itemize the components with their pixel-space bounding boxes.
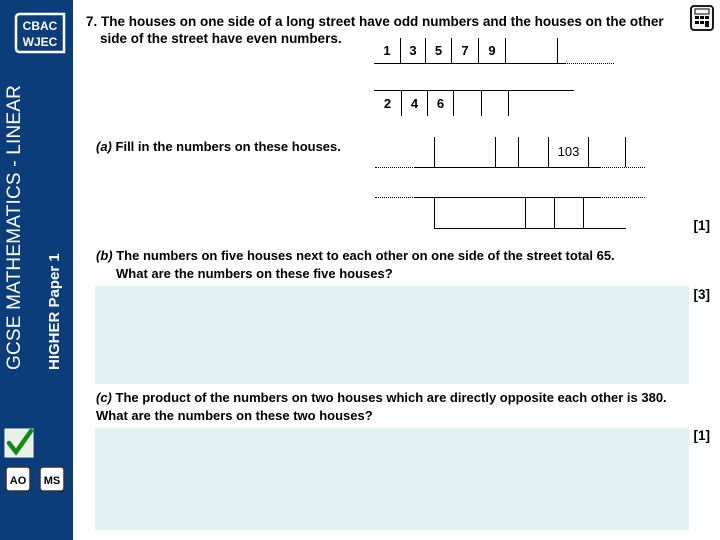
paper-title: HIGHER Paper 1	[46, 253, 63, 370]
logo-text-wjec: WJEC	[22, 35, 58, 49]
subject-title: GCSE MATHEMATICS - LINEAR	[4, 84, 25, 370]
even-house: 6	[428, 91, 454, 116]
ao-icon[interactable]	[5, 466, 31, 492]
house-blank[interactable]	[519, 137, 549, 167]
middle-bottom-row	[434, 198, 626, 228]
part-b-text	[96, 247, 696, 283]
even-house	[482, 91, 509, 116]
logo-text-cbac: CBAC	[22, 19, 58, 33]
house-blank[interactable]	[496, 137, 519, 167]
ms-label: MS	[43, 475, 61, 487]
part-c-text	[96, 389, 716, 425]
part-a-text	[96, 138, 341, 156]
ms-icon[interactable]	[39, 466, 65, 492]
sidebar	[0, 0, 73, 540]
tick-icon[interactable]	[4, 428, 34, 458]
even-houses-row	[374, 91, 561, 116]
house-blank[interactable]	[434, 137, 496, 167]
house-blank[interactable]	[584, 198, 626, 228]
part-b-label: (b)	[96, 248, 113, 263]
house-blank[interactable]	[526, 198, 555, 228]
part-c-line1: The product of the numbers on two houses which are directly opposite each other is 380.	[115, 390, 667, 405]
odd-house: 5	[426, 38, 452, 63]
part-a-question: Fill in the numbers on these houses.	[115, 139, 341, 154]
part-b-line1: The numbers on five houses next to each other on one side of the street total 65.	[116, 248, 615, 263]
odd-house: 7	[452, 38, 479, 63]
middle-bottom-base	[434, 228, 626, 229]
even-house	[454, 91, 482, 116]
house-blank[interactable]	[589, 137, 626, 167]
calculator-icon[interactable]	[690, 5, 714, 31]
house-103: 103	[549, 137, 589, 167]
part-a-marks: [1]	[693, 218, 710, 233]
odd-house: 3	[400, 38, 426, 63]
question-title-line1: 7. The houses on one side of a long street have odd numbers and the houses on the other	[86, 14, 664, 29]
house-blank[interactable]	[555, 198, 584, 228]
odd-house	[506, 38, 558, 63]
question-title-line2: side of the street have even numbers.	[100, 31, 342, 46]
part-b-answer-area[interactable]	[95, 286, 689, 384]
even-house: 4	[402, 91, 428, 116]
ao-label: AO	[9, 475, 27, 487]
part-c-answer-area[interactable]	[95, 428, 689, 530]
odd-street-line	[374, 63, 564, 64]
part-c-line2: What are the numbers on these two houses?	[96, 408, 373, 423]
part-b-marks: [3]	[693, 287, 710, 302]
part-c-marks: [1]	[693, 428, 710, 443]
part-b-line2: What are the numbers on these five houses?	[116, 266, 393, 281]
odd-houses-row	[374, 38, 558, 63]
even-house	[509, 91, 561, 116]
middle-bottom-dotted-left	[375, 197, 415, 198]
middle-line-dotted-left	[375, 167, 415, 168]
odd-house: 9	[479, 38, 506, 63]
part-a-label: (a)	[96, 139, 112, 154]
middle-line-dotted-right	[600, 167, 645, 168]
odd-house: 1	[383, 43, 391, 58]
middle-top-row	[434, 137, 626, 167]
house-blank[interactable]	[434, 198, 526, 228]
middle-top-street-line	[415, 167, 600, 168]
part-c-label: (c)	[96, 390, 112, 405]
even-house: 2	[374, 91, 402, 116]
odd-street-line-dotted	[564, 63, 614, 64]
wjec-logo	[12, 12, 68, 56]
